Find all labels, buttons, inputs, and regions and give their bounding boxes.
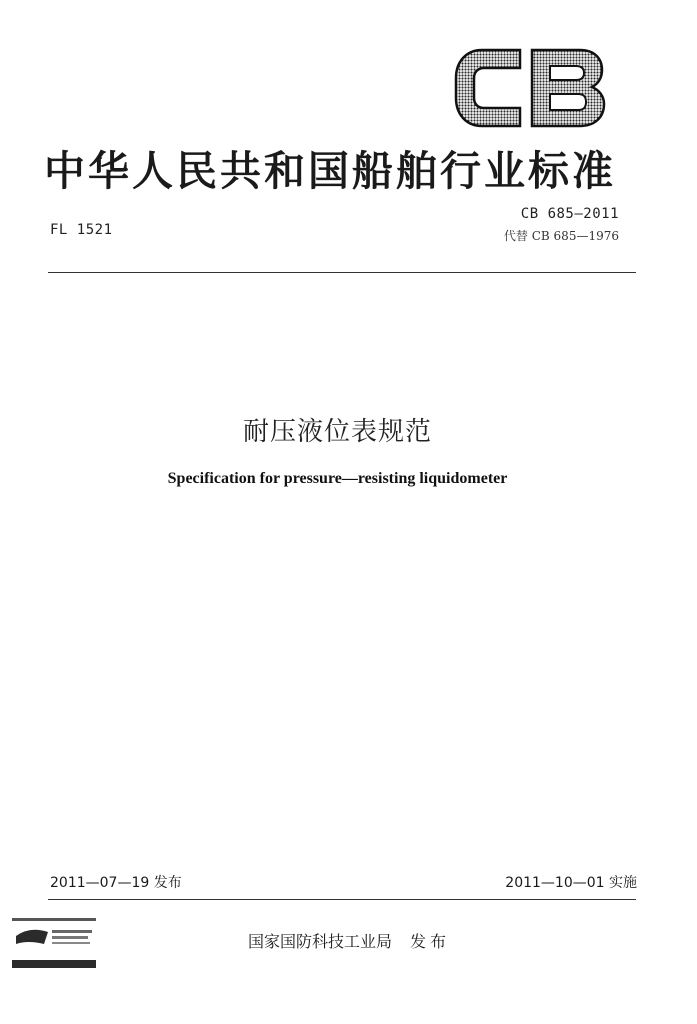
implementation-date: 2011—10—01 实施 xyxy=(505,875,637,891)
industry-standard-title: 中华人民共和国船舶行业标准 xyxy=(44,147,616,195)
replaces-standard: 代替 CB 685—1976 xyxy=(503,229,619,243)
fl-code: FL 1521 xyxy=(50,222,113,238)
publisher-action: 发布 xyxy=(410,932,451,951)
publisher-name: 国家国防科技工业局 xyxy=(248,932,393,951)
document-title-chinese: 耐压液位表规范 xyxy=(242,417,432,447)
issue-date: 2011—07—19 发布 xyxy=(50,875,182,891)
document-title-english: Specification for pressure—resisting liquidometer xyxy=(167,470,508,487)
publisher-line xyxy=(248,929,450,952)
distributor-stamp-graphic xyxy=(8,914,100,972)
top-divider xyxy=(48,272,636,273)
cb-logo xyxy=(452,44,608,132)
bottom-divider xyxy=(48,899,636,900)
standard-number: CB 685—2011 xyxy=(520,206,619,222)
